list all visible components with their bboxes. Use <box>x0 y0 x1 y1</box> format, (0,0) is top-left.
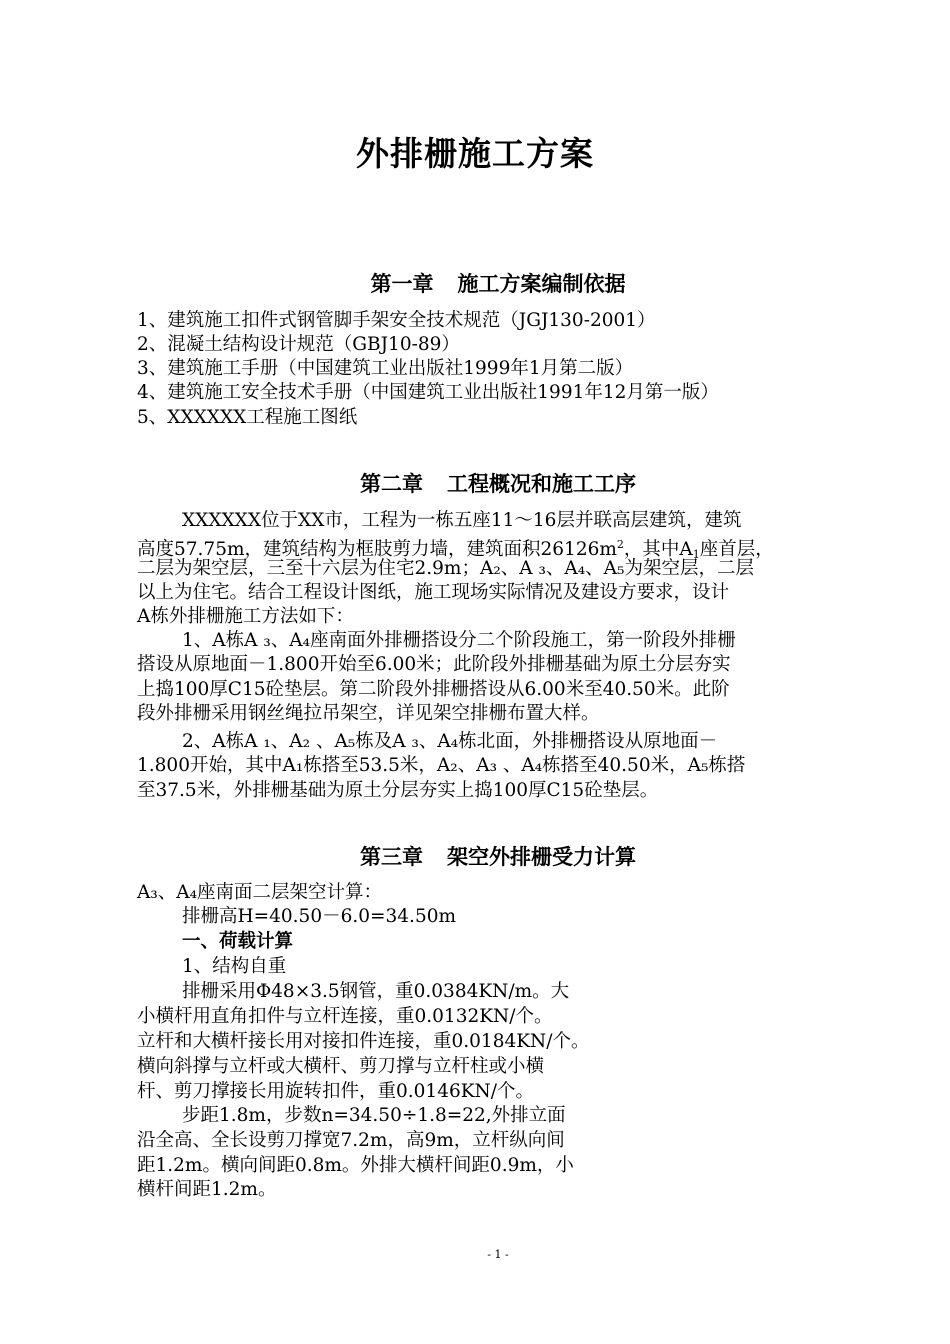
paragraph-line: 2、A栋A ₁、A₂ 、A₅栋及A ₃、A₄栋北面，外排栅搭设从原地面－ <box>182 731 718 752</box>
paragraph-line: 搭设从原地面－1.800开始至6.00米；此阶段外排栅基础为原土分层夯实 <box>137 654 731 675</box>
paragraph-line: 横向斜撑与立杆或大横杆、剪刀撑与立杆柱或小横 <box>137 1056 545 1077</box>
paragraph-line: 段外排栅采用钢丝绳拉吊架空，详见架空排栅布置大样。 <box>137 703 600 724</box>
chapter1-heading <box>0 268 950 298</box>
reference-item: 1、建筑施工扣件式钢管脚手架安全技术规范（JGJ130-2001） <box>137 310 656 331</box>
chapter3-number: 第三章 <box>360 845 423 869</box>
chapter2-number: 第二章 <box>360 472 423 496</box>
paragraph-line: 二层为架空层，三至十六层为住宅2.9m；A₂、A ₃、A₄、A₅为架空层，二层 <box>137 558 754 579</box>
chapter3-heading <box>0 841 950 871</box>
paragraph-line: 步距1.8m，步数n=34.50÷1.8=22,外排立面 <box>182 1105 566 1126</box>
paragraph-line: 至37.5米，外排栅基础为原土分层夯实上捣100厚C15砼垫层。 <box>137 780 659 801</box>
chapter3-title: 架空外排栅受力计算 <box>447 845 636 869</box>
scaffold-height: 排栅高H=40.50－6.0=34.50m <box>182 906 457 927</box>
section-heading: 一、荷载计算 <box>182 931 294 952</box>
paragraph-line: 立杆和大横杆接长用对接扣件连接，重0.0184KN/个。 <box>137 1031 590 1052</box>
paragraph-line: 沿全高、全长设剪刀撑宽7.2m，高9m，立杆纵向间 <box>137 1130 565 1151</box>
subsection-heading: 1、结构自重 <box>182 956 287 977</box>
page-number: - 1 - <box>487 1248 509 1261</box>
calc-intro: A₃、A₄座南面二层架空计算： <box>137 882 383 903</box>
paragraph-line: 高度57.75m，建筑结构为框肢剪力墙，建筑面积$26126m^2$，其中$A_1$座首层， <box>137 538 774 561</box>
document-title: 外排栅施工方案 <box>356 134 594 173</box>
reference-item: 3、建筑施工手册（中国建筑工业出版社1999年1月第二版） <box>137 358 634 379</box>
chapter2-heading <box>0 468 950 498</box>
reference-item: 5、XXXXXX工程施工图纸 <box>137 407 358 428</box>
paragraph-line: 上捣100厚C15砼垫层。第二阶段外排栅搭设从6.00米至40.50米。此阶 <box>137 679 730 700</box>
paragraph-line: 1.800开始，其中A₁栋搭至53.5米，A₂、A₃ 、A₄栋搭至40.50米，A₅栋搭 <box>137 755 746 776</box>
paragraph-line: 距1.2m。横向间距0.8m。外排大横杆间距0.9m，小 <box>137 1155 574 1176</box>
chapter2-title: 工程概况和施工工序 <box>447 472 636 496</box>
paragraph-line: 排栅采用Φ48×3.5钢管，重0.0384KN/m。大 <box>182 981 570 1002</box>
reference-item: 2、混凝土结构设计规范（GBJ10-89） <box>137 334 460 355</box>
paragraph-line: XXXXXX位于XX市，工程为一栋五座11～16层并联高层建筑，建筑 <box>182 510 742 531</box>
paragraph-line: 杆、剪刀撑接长用旋转扣件，重0.0146KN/个。 <box>137 1081 534 1102</box>
chapter1-number: 第一章 <box>370 272 434 296</box>
paragraph-line: 横杆间距1.2m。 <box>137 1179 277 1200</box>
paragraph-line: 1、A栋A ₃、A₄座南面外排栅搭设分二个阶段施工，第一阶段外排栅 <box>182 630 736 651</box>
reference-item: 4、建筑施工安全技术手册（中国建筑工业出版社1991年12月第一版） <box>137 382 719 403</box>
paragraph-line: A栋外排栅施工方法如下： <box>137 606 354 627</box>
chapter1-title: 施工方案编制依据 <box>457 272 626 296</box>
paragraph-line: 以上为住宅。结合工程设计图纸，施工现场实际情况及建设方要求，设计 <box>137 582 730 603</box>
paragraph-line: 小横杆用直角扣件与立杆连接，重0.0132KN/个。 <box>137 1006 553 1027</box>
